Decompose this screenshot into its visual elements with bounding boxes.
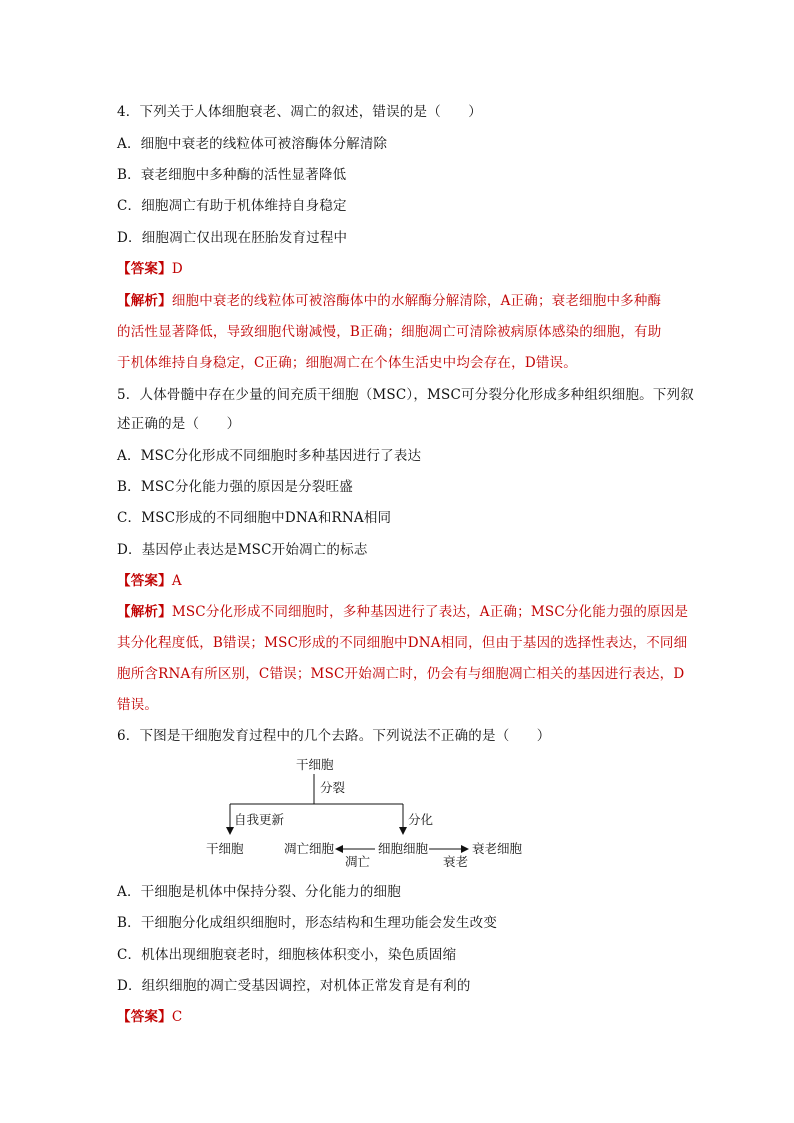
- q5-stem-line-2: 述正确的是（ ）: [117, 416, 241, 432]
- diagram-aging-cell: 衰老细胞: [472, 841, 523, 856]
- q4-option-c: C．细胞凋亡有助于机体维持自身稳定: [117, 198, 347, 214]
- analysis-text: 细胞中衰老的线粒体可被溶酶体中的水解酶分解清除，A正确；衰老细胞中多种酶: [171, 293, 662, 309]
- q4-option-d: D．细胞凋亡仅出现在胚胎发育过程中: [117, 230, 348, 246]
- diagram-differentiate-label: 分化: [408, 812, 434, 827]
- diagram-apoptosis-label: 凋亡: [345, 854, 371, 869]
- q6-option-b: B．干细胞分化成组织细胞时，形态结构和生理功能会发生改变: [117, 915, 498, 931]
- answer-value: A: [171, 573, 182, 589]
- analysis-label: 【解析】: [117, 604, 172, 620]
- answer-value: C: [171, 1009, 183, 1025]
- q5-stem-line-1: 5．人体骨髓中存在少量的间充质干细胞（MSC），MSC可分裂分化形成多种组织细胞。下列叙: [117, 387, 694, 403]
- q6-option-a: A．干细胞是机体中保持分裂、分化能力的细胞: [117, 884, 401, 900]
- diagram-cell: 细胞细胞: [378, 841, 429, 856]
- q4-analysis-line-3: 于机体维持自身稳定，C正确；细胞凋亡在个体生活史中均会存在，D错误。: [117, 355, 577, 371]
- q4-analysis-line-2: 的活性显著降低，导致细胞代谢减慢，B正确；细胞凋亡可清除被病原体感染的细胞，有助: [117, 324, 662, 340]
- diagram-top-stem-cell: 干细胞: [296, 757, 334, 772]
- q5-analysis-line-1: [117, 602, 688, 622]
- q4-analysis-line-1: [117, 291, 661, 311]
- q5-analysis-line-4: 错误。: [117, 697, 159, 713]
- analysis-label: 【解析】: [117, 293, 172, 309]
- q5-answer: [117, 571, 182, 591]
- q6-option-c: C．机体出现细胞衰老时，细胞核体积变小，染色质固缩: [117, 947, 457, 963]
- q6-answer: [117, 1007, 182, 1027]
- q5-option-d: D．基因停止表达是MSC开始凋亡的标志: [117, 542, 368, 558]
- diagram-left-stem-cell: 干细胞: [206, 841, 244, 856]
- diagram-aging-label: 衰老: [443, 854, 469, 869]
- q4-option-a: A．细胞中衰老的线粒体可被溶酶体分解清除: [117, 136, 388, 152]
- diagram-apoptotic-cell: 凋亡细胞: [284, 841, 335, 856]
- analysis-text: MSC分化形成不同细胞时，多种基因进行了表达，A正确；MSC分化能力强的原因是: [171, 604, 689, 620]
- answer-label: 【答案】: [117, 573, 172, 589]
- q6-option-d: D．组织细胞的凋亡受基因调控，对机体正常发育是有利的: [117, 978, 471, 994]
- answer-value: D: [171, 261, 183, 277]
- q4-stem: 4．下列关于人体细胞衰老、凋亡的叙述，错误的是（ ）: [117, 104, 482, 120]
- q5-analysis-line-2: 其分化程度低，B错误；MSC形成的不同细胞中DNA相同，但由于基因的选择性表达，不同细: [117, 635, 688, 651]
- q4-answer: [117, 259, 183, 279]
- diagram-divide-label: 分裂: [320, 780, 346, 795]
- q5-analysis-line-3: 胞所含RNA有所区别，C错误；MSC开始凋亡时，仍会有与细胞凋亡相关的基因进行表达，D: [117, 666, 685, 682]
- q4-option-b: B．衰老细胞中多种酶的活性显著降低: [117, 167, 347, 183]
- q5-option-c: C．MSC形成的不同细胞中DNA和RNA相同: [117, 510, 392, 526]
- stem-cell-fate-diagram: [200, 752, 540, 872]
- diagram-self-renew-label: 自我更新: [234, 812, 285, 827]
- q6-stem: 6．下图是干细胞发育过程中的几个去路。下列说法不正确的是（ ）: [117, 728, 551, 744]
- q5-option-b: B．MSC分化能力强的原因是分裂旺盛: [117, 479, 353, 495]
- answer-label: 【答案】: [117, 261, 172, 277]
- answer-label: 【答案】: [117, 1009, 172, 1025]
- q5-option-a: A．MSC分化形成不同细胞时多种基因进行了表达: [117, 448, 422, 464]
